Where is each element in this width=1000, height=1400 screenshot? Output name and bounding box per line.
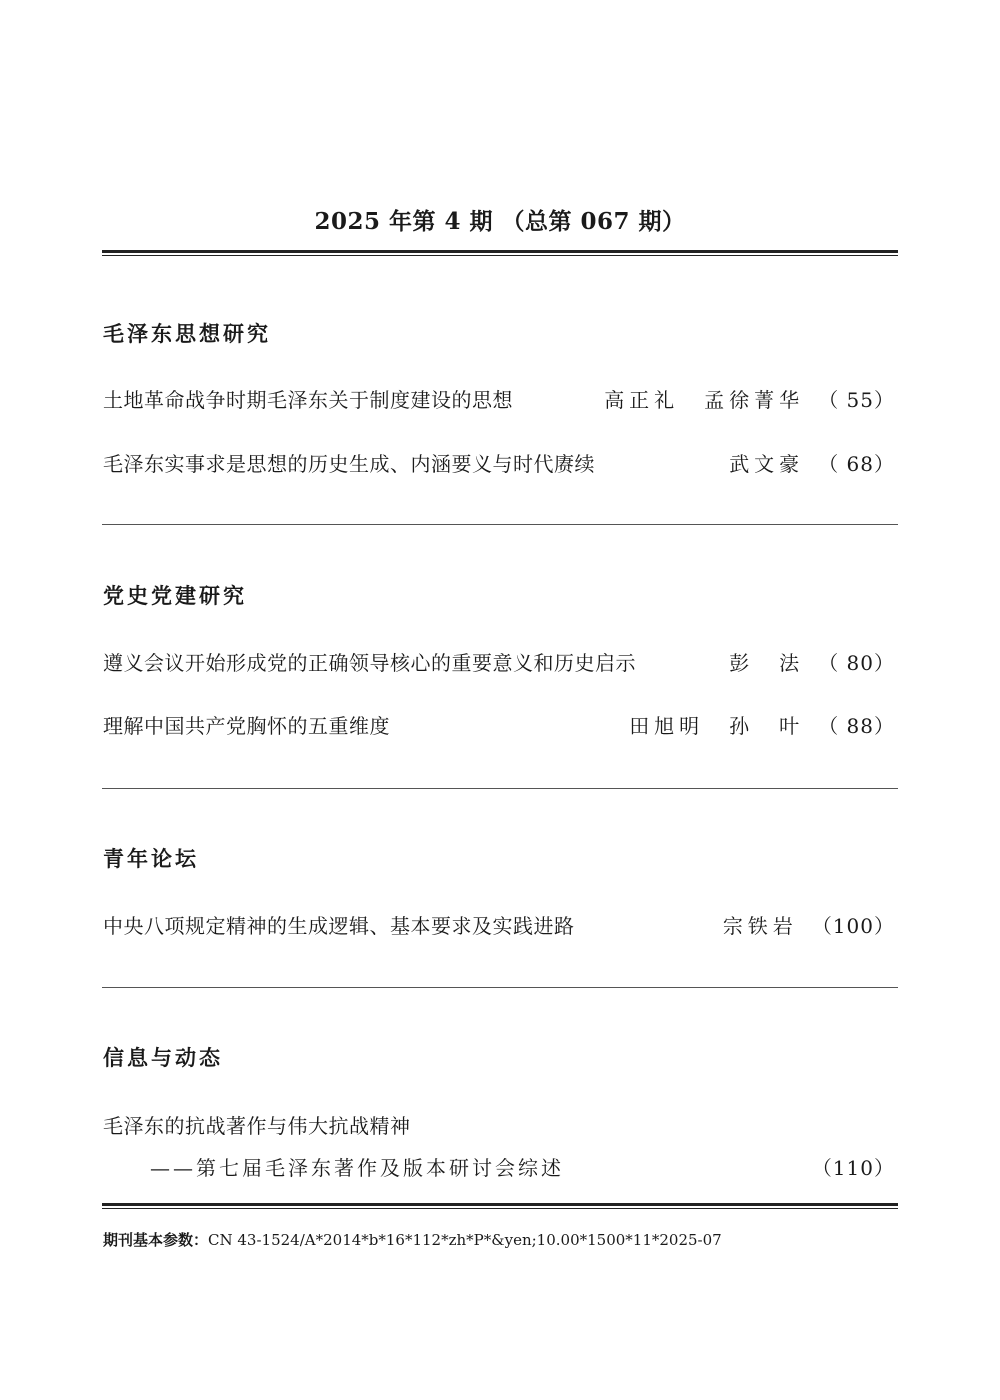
page-number: （ 88） (818, 714, 895, 738)
header-rule (102, 250, 898, 256)
page-number: （100） (811, 914, 895, 938)
article-title: 毛泽东的抗战著作与伟大抗战精神 (103, 1114, 411, 1138)
journal-parameters (103, 1229, 722, 1250)
section-divider (102, 788, 898, 789)
article-authors: 高正礼 孟徐菁华 (604, 388, 805, 412)
section-title-news: 信息与动态 (103, 1046, 223, 1070)
section-title-mao-thought: 毛泽东思想研究 (103, 322, 271, 346)
toc-entry[interactable] (103, 1110, 895, 1140)
footer-rule (102, 1203, 898, 1209)
section-title-party-history: 党史党建研究 (103, 584, 247, 608)
article-title: 土地革命战争时期毛泽东关于制度建设的思想 (103, 388, 513, 412)
page-number: （ 68） (818, 452, 895, 476)
toc-entry[interactable] (103, 910, 895, 940)
article-title: 中央八项规定精神的生成逻辑、基本要求及实践进路 (103, 914, 575, 938)
article-authors: 田旭明 孙 叶 (629, 714, 805, 738)
article-subtitle: ——第七届毛泽东著作及版本研讨会综述 (150, 1156, 564, 1180)
article-authors: 武文豪 (729, 452, 805, 476)
toc-entry[interactable] (103, 710, 895, 740)
toc-entry[interactable] (103, 647, 895, 677)
article-title: 遵义会议开始形成党的正确领导核心的重要意义和历史启示 (103, 651, 636, 675)
toc-entry[interactable] (103, 384, 895, 414)
article-authors: 彭 法 (729, 651, 805, 675)
issue-header: 2025 年第 4 期 （总第 067 期） (314, 208, 686, 235)
page-number: （ 80） (818, 651, 895, 675)
article-authors: 宗铁岩 (722, 914, 798, 938)
article-title: 理解中国共产党胸怀的五重维度 (103, 714, 390, 738)
section-title-youth-forum: 青年论坛 (103, 847, 199, 871)
section-divider (102, 524, 898, 525)
section-divider (102, 987, 898, 988)
toc-entry-page (103, 1152, 895, 1182)
footer-value: CN 43-1524/A*2014*b*16*112*zh*P*&yen;10.00*1500*11*2025-07 (208, 1231, 722, 1249)
page-number: （ 55） (818, 388, 895, 412)
page-number: （110） (811, 1156, 895, 1180)
article-title: 毛泽东实事求是思想的历史生成、内涵要义与时代赓续 (103, 452, 595, 476)
footer-label: 期刊基本参数： (103, 1231, 209, 1249)
toc-entry[interactable] (103, 448, 895, 478)
